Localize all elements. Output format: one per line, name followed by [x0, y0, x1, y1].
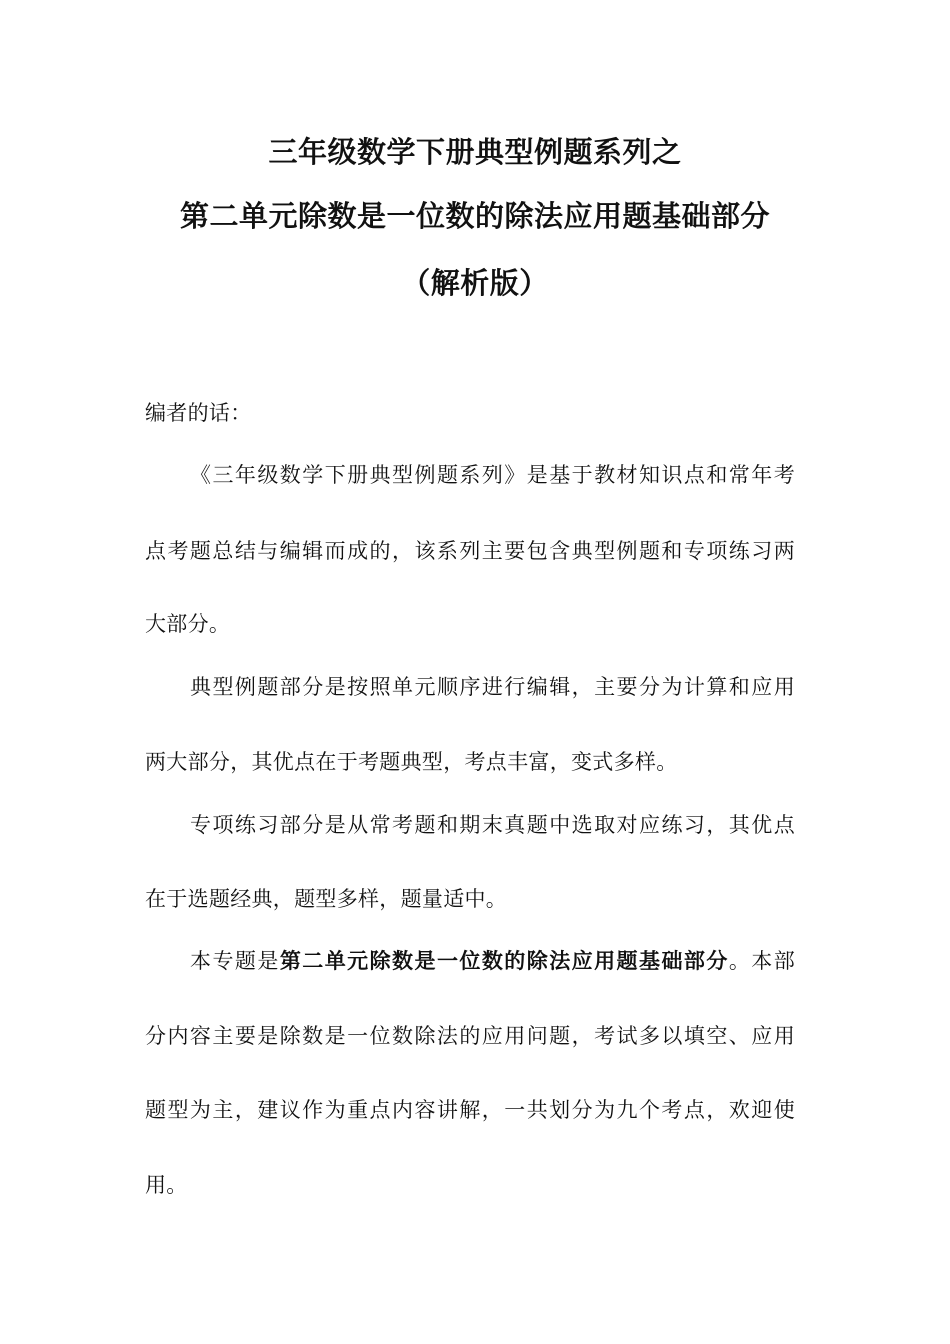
paragraph-2-line-2: 两大部分，其优点在于考题典型，考点丰富，变式多样。 — [145, 750, 678, 774]
paragraph-3-line-1: 专项练习部分是从常考题和期末真题中选取对应练习，其优点 — [190, 813, 795, 837]
title-line-3: （解析版） — [401, 266, 549, 300]
title-line-1: 三年级数学下册典型例题系列之 — [268, 135, 682, 169]
title-line-2: 第二单元除数是一位数的除法应用题基础部分 — [179, 199, 770, 233]
paragraph-2-line-1: 典型例题部分是按照单元顺序进行编辑，主要分为计算和应用 — [190, 675, 795, 699]
topic-highlight: 第二单元除数是一位数的除法应用题基础部分 — [279, 949, 729, 973]
paragraph-1-line-1: 《三年级数学下册典型例题系列》是基于教材知识点和常年考 — [190, 463, 795, 487]
paragraph-3-line-2: 在于选题经典，题型多样，题量适中。 — [145, 887, 508, 911]
paragraph-4-line-1 — [145, 946, 795, 976]
paragraph-1-line-2: 点考题总结与编辑而成的，该系列主要包含典型例题和专项练习两 — [145, 539, 795, 563]
paragraph-4-line-2: 分内容主要是除数是一位数除法的应用问题，考试多以填空、应用 — [145, 1024, 795, 1048]
paragraph-4-suffix: 。本部 — [728, 949, 796, 973]
paragraph-4-line-4: 用。 — [145, 1173, 188, 1197]
paragraph-4-prefix: 本专题是 — [190, 949, 280, 973]
paragraph-1-line-3: 大部分。 — [145, 612, 231, 636]
paragraph-4-line-3: 题型为主，建议作为重点内容讲解，一共划分为九个考点，欢迎使 — [145, 1098, 795, 1122]
editor-note-heading: 编者的话： — [145, 401, 252, 425]
